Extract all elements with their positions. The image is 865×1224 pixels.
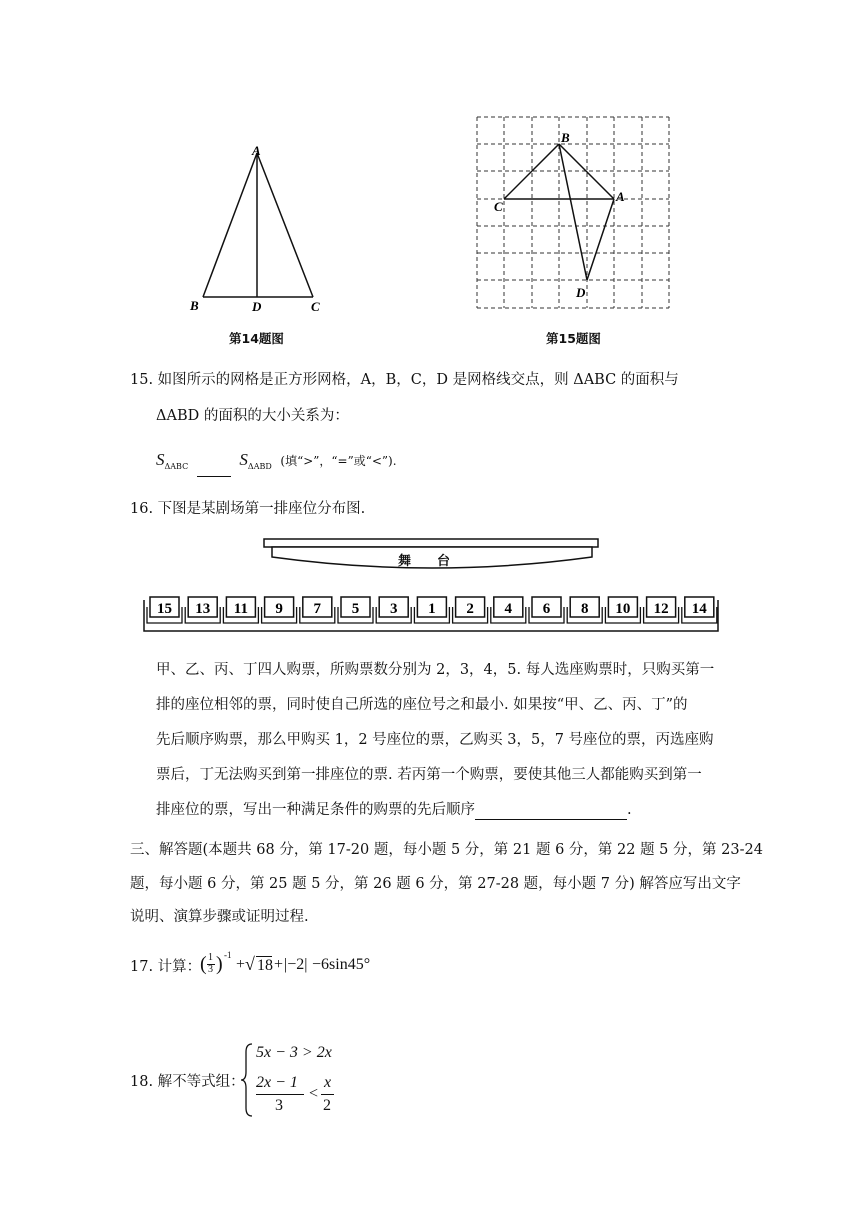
sin-term: −6sin45° [312, 956, 371, 973]
figure-14 [180, 135, 340, 325]
abs-term: |−2| [284, 956, 308, 973]
seat-number: 1 [428, 601, 436, 617]
seat-number: 9 [275, 601, 283, 617]
ineq2-op: < [309, 1085, 319, 1102]
s-sub-abd: ΔABD [247, 461, 272, 471]
seat-number: 2 [466, 601, 474, 617]
ineq-1: 5x − 3 > 2x [256, 1044, 332, 1061]
label-a: A [252, 143, 261, 158]
seat-row [140, 593, 725, 635]
q18-system [240, 1042, 360, 1118]
section3-line2: 题，每小题 6 分，第 25 题 5 分，第 26 题 6 分，第 27-28 题，每小题 7 分) 解答应写出文字 [130, 876, 741, 892]
figure-15 [470, 108, 680, 323]
seat-number: 11 [233, 601, 248, 617]
section3-line1: 三、解答题(本题共 68 分，第 17-20 题，每小题 5 分，第 21 题 6 分，第 22 题 5 分，第 23-24 [130, 842, 763, 858]
q15-answer-line [156, 450, 397, 477]
label-d: D [252, 299, 262, 314]
seat-number: 6 [542, 601, 551, 617]
q15-fill-hint: (填“>”，“=”或“<”). [280, 454, 397, 468]
ineq2-rnum: x [324, 1074, 332, 1091]
seat-number: 10 [615, 601, 631, 617]
ineq2-rden: 2 [323, 1097, 331, 1114]
seat-number: 7 [313, 601, 322, 617]
label-d: D [576, 285, 586, 300]
paren-open: ( [200, 953, 207, 975]
ineq2-bar [256, 1094, 304, 1095]
plus-2: + [274, 956, 284, 973]
q16-line2: 排的座位相邻的票，同时使自己所选的座位号之和最小. 如果按“甲、乙、丙、丁”的 [156, 697, 688, 713]
seat-number: 14 [691, 601, 707, 617]
q16-intro: 16. 下图是某剧场第一排座位分布图. [130, 501, 366, 517]
label-c: C [311, 299, 320, 314]
brace [240, 1042, 254, 1118]
frac-den: 3 [208, 964, 213, 975]
q16-line3: 先后顺序购票，那么甲购买 1，2 号座位的票，乙购买 3，5，7 号座位的票，丙选座购 [156, 732, 714, 748]
q15-blank[interactable] [197, 462, 231, 477]
label-a: A [616, 189, 625, 204]
seat-number: 12 [653, 601, 669, 617]
radicand: 18 [257, 957, 273, 974]
fig15-caption: 第15题图 [546, 331, 601, 346]
paren-close: ) [216, 953, 223, 975]
q17-prefix: 17. 计算： [130, 959, 202, 975]
s-sub-abc: ΔABC [164, 461, 189, 471]
q16-line-end: . [627, 802, 632, 818]
seat-number: 3 [389, 601, 398, 617]
stage-label: 舞 台 [398, 554, 451, 569]
seat-number: 4 [504, 601, 513, 617]
s-symbol-abc: S [156, 450, 165, 469]
seat-number: 15 [157, 601, 172, 617]
frac-num: 1 [208, 952, 213, 963]
ineq2-rbar [321, 1094, 334, 1095]
plus-1: + [236, 956, 246, 973]
q15-line1: 15. 如图所示的网格是正方形网格，A，B，C，D 是网格线交点，则 ΔABC 的面积与 [130, 372, 679, 388]
seat-number: 8 [580, 601, 589, 617]
label-b: B [561, 130, 570, 145]
exponent: -1 [224, 950, 232, 960]
label-b: B [190, 298, 199, 313]
section3-line3: 说明、演算步骤或证明过程. [130, 909, 309, 925]
s-symbol-abd: S [239, 450, 248, 469]
q18-prefix: 18. 解不等式组： [130, 1074, 245, 1090]
ineq2-num: 2x − 1 [256, 1074, 298, 1091]
q15-line2: ΔABD 的面积的大小关系为： [156, 408, 349, 424]
q16-line1: 甲、乙、丙、丁四人购票，所购票数分别为 2，3，4，5. 每人选座购票时，只购买第一 [156, 662, 715, 678]
q16-answer-blank[interactable] [475, 803, 627, 820]
label-c: C [494, 199, 503, 214]
q16-line5 [156, 800, 632, 820]
ineq2-den: 3 [275, 1097, 283, 1114]
fig14-caption: 第14题图 [229, 331, 284, 346]
seat-number: 13 [195, 601, 211, 617]
q16-line5-text: 排座位的票，写出一种满足条件的购票的先后顺序 [156, 802, 475, 818]
q16-line4: 票后，丁无法购买到第一排座位的票. 若丙第一个购票，要使其他三人都能购买到第一 [156, 767, 702, 783]
seat-number: 5 [351, 601, 360, 617]
sqrt-sign: √ [245, 954, 255, 974]
